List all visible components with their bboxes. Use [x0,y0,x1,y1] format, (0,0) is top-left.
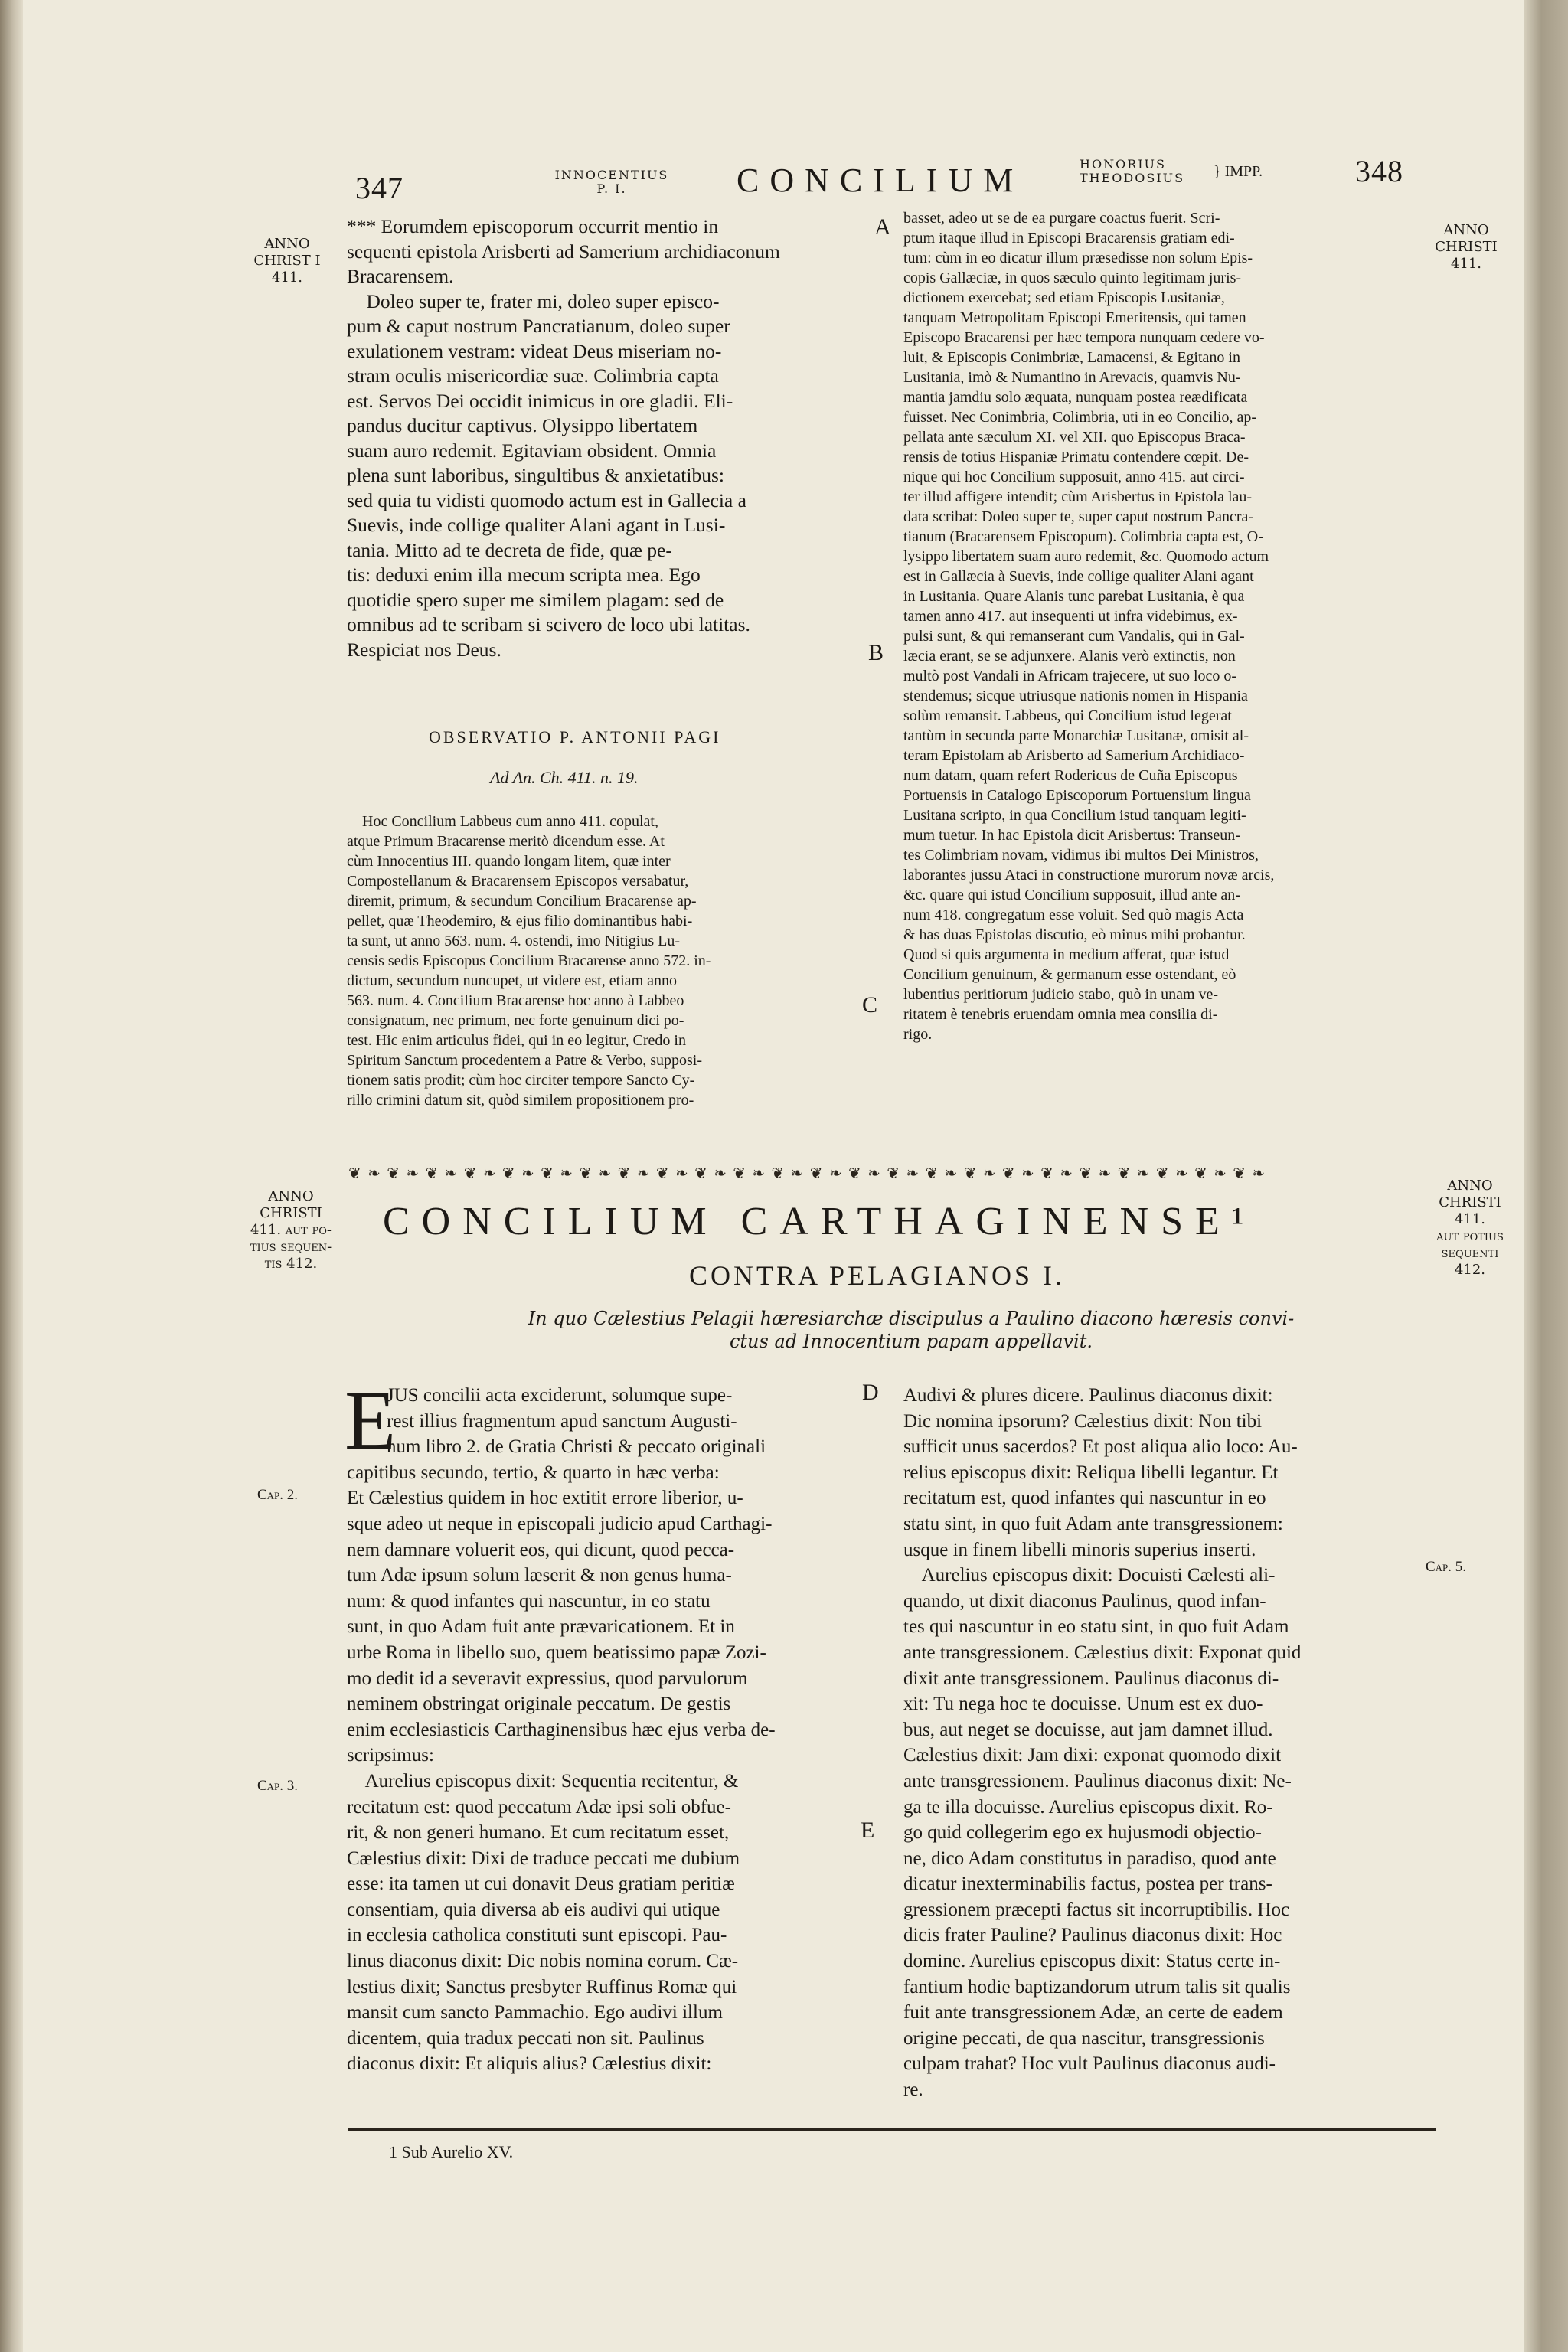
text-line: rit, & non generi humano. Et cum recitatum esset, [347,1822,730,1844]
text-line: dictionem exercebat; sed etiam Episcopis Lusitaniæ, [903,289,1225,306]
text-line: lubentius peritiorum judicio stabo, quò in unam ve- [903,986,1219,1003]
text-line: mum tuetur. In hac Epistola dicit Arisbertus: Transeun- [903,827,1240,844]
text-line: rillo crimini datum sit, quòd similem propositionem pro- [347,1092,694,1109]
text-line: quotidie spero super me similem plagam: sed de [347,588,724,611]
text-line: dictum, secundum nuncupet, ut videre est, etiam anno [347,972,677,989]
text-line: ante transgressionem. Cælestius dixit: Exponat quid [903,1642,1302,1663]
margin-line: ANNO [1447,1178,1493,1194]
text-line: Episcopo Bracarensi per hæc tempora nunquam cedere vo- [903,329,1265,346]
margin-line: sequenti [1441,1245,1499,1261]
margin-line: CHRISTI [1439,1194,1501,1210]
margin-cap-5: Cap. 5. [1426,1559,1467,1575]
margin-line: CHRISTI [260,1205,322,1221]
book-page [23,0,1547,2352]
text-line: basset, adeo ut se de ea purgare coactus fuerit. Scri- [903,210,1220,227]
running-head-line: P. I. [596,181,627,196]
text-line: ta sunt, ut anno 563. num. 4. ostendi, imo Nitigius Lu- [347,933,680,949]
right-page-number: 348 [1355,154,1403,188]
text-line: tamen anno 417. aut insequenti ut infra videbimus, ex- [903,608,1238,625]
text-line: neminem obstringat originale peccatum. De gestis [347,1694,731,1715]
observatio-heading: OBSERVATIO P. ANTONII PAGI [429,727,721,746]
section-letter-e: E [861,1818,875,1843]
section-letter-a: A [874,214,891,240]
running-head-line: THEODOSIUS [1080,171,1185,185]
text-line: læcia erant, se se adjunxere. Alanis verò extinctis, non [903,648,1236,665]
ornamental-band: ❦ ❧ ❦ ❧ ❦ ❧ ❦ ❧ ❦ ❧ ❦ ❧ ❦ ❧ ❦ ❧ ❦ ❧ ❦ ❧ ❦ ❧ ❦ ❧ ❦ ❧ ❦ ❧ ❦ ❧ ❦ ❧ ❦ ❧ ❦ ❧ ❦ ❧ ❦ ❧ ❦ ❧ ❦ ❧ ❦ ❧ ❦ ❧ [348,1165,1266,1181]
margin-line: 412. [1454,1262,1486,1278]
text-line: & has duas Epistolas discutio, eò minus mihi probantur. [903,926,1246,943]
text-line: xit: Tu nega hoc te docuisse. Unum est ex duo- [903,1694,1263,1715]
margin-line: 411. [1454,1211,1486,1227]
text-line: pum & caput nostrum Pancratianum, doleo super [347,315,730,337]
text-line: exulationem vestram: videat Deus miseriam no- [347,339,722,362]
text-line: censis sedis Episcopus Concilium Bracarense anno 572. in- [347,952,711,969]
text-line: 563. num. 4. Concilium Bracarense hoc anno à Labbeo [347,992,684,1009]
text-line: Et Cælestius quidem in hoc extitit errore liberior, u- [347,1488,743,1509]
text-line: Concilium genuinum, & germanum esse ostendant, eò [903,966,1236,983]
text-line: Dic nomina ipsorum? Cælestius dixit: Non tibi [903,1410,1263,1432]
text-line: Quod si quis argumenta in medium afferat, quæ istud [903,946,1230,963]
text-line: ga te illa docuisse. Aurelius episcopus dixit. Ro- [903,1796,1273,1818]
text-line: tianum (Bracarensem Episcopum). Colimbria capta est, O- [903,528,1263,545]
text-line: cùm Innocentius III. quando longam litem, quæ inter [347,853,671,870]
observatio-subheading: Ad An. Ch. 411. n. 19. [490,768,639,787]
text-line: tanquam Metropolitam Episcopi Emeritensis, qui tamen [903,309,1246,326]
text-line: tum Adæ ipsum solum læserit & non genus huma- [347,1565,732,1586]
text-line: *** Eorumdem episcoporum occurrit mentio in [347,215,719,237]
text-line: mantia jamdiu solo æquata, nunquam postea reædificata [903,389,1248,406]
book-page-edge [0,0,23,2352]
text-line: re. [903,2079,923,2101]
text-line: est. Servos Dei occidit inimicus in ore gladii. Eli- [347,389,733,412]
text-line: JUS concilii acta exciderunt, solumque supe- [387,1385,733,1406]
text-line: consentiam, quia diversa ab eis audivi qui utique [347,1899,720,1920]
text-line: ter illud affigere intendit; cùm Arisbertus in Epistola lau- [903,488,1253,505]
text-line: test. Hic enim articulus fidei, qui in eo legitur, Credo in [347,1032,686,1049]
right-column-top [903,208,1424,1044]
text-line: ptum itaque illud in Episcopi Bracarensis gratiam edi- [903,230,1235,247]
footnote-rule [348,2128,1436,2131]
drop-cap: E [345,1374,397,1467]
left-running-head [554,168,669,196]
text-line: quando, ut dixit diaconus Paulinus, quod infan- [903,1590,1266,1612]
inscription-line: In quo Cælestius Pelagii hæresiarchæ discipulus a Paulino diacono hæresis convi- [528,1308,1295,1329]
text-line: Respiciat nos Deus. [347,638,501,661]
text-line: Portuensis in Catalogo Episcoporum Portuensium lingua [903,787,1251,804]
body-left-column [347,1383,883,2077]
text-line: Suevis, inde collige qualiter Alani agant in Lusi- [347,514,726,536]
right-running-head [1080,158,1210,185]
text-line: bus, aut neget se docuisse, aut jam damnet illud. [903,1719,1273,1740]
text-line: multò post Vandali in Africam trajecere, ut suo loco o- [903,668,1237,684]
text-line: lestius dixit; Sanctus presbyter Ruffinus Romæ qui [347,1976,737,1998]
running-head-line: INNOCENTIUS [554,168,669,182]
margin-line: ANNO [264,236,310,252]
section-letter-d: D [862,1380,879,1405]
text-line: teram Epistolam ab Arisberto ad Samerium Archidiaco- [903,747,1245,764]
left-column-top [347,214,883,662]
text-line: Cælestius dixit: Dixi de traduce peccati me dubium [347,1847,740,1869]
margin-year-left-mid [245,1188,337,1272]
text-line: dicentem, quia tradux peccati non sit. Paulinus [347,2027,704,2049]
margin-line: ANNO [268,1188,314,1204]
text-line: pellet, quæ Theodemiro, & ejus filio dominantibus habi- [347,913,693,929]
text-line: culpam trahat? Hoc vult Paulinus diaconus audi- [903,2053,1276,2075]
text-line: diremit, primum, & secundum Concilium Bracarense ap- [347,893,697,910]
text-line: pellata ante sæculum XI. vel XII. quo Episcopus Braca- [903,429,1246,446]
running-head-line: HONORIUS [1080,157,1166,172]
text-line: tes qui nascuntur in eo statu sint, in quo fuit Adam [903,1616,1289,1638]
text-line: num 418. congregatum esse voluit. Sed quò magis Acta [903,906,1244,923]
text-line: suam auro redemit. Egitaviam obsident. Omnia [347,439,717,462]
text-line: sque adeo ut neque in episcopali judicio apud Carthagi- [347,1513,773,1534]
text-line: scripsimus: [347,1745,434,1766]
text-line: recitatum est: quod peccatum Adæ ipsi soli obfue- [347,1796,731,1818]
margin-line: tius sequen- [250,1239,332,1255]
text-line: tionem satis prodit; cùm hoc circiter tempore Sancto Cy- [347,1072,695,1089]
text-line: Aurelius episcopus dixit: Sequentia recitentur, & [347,1770,739,1792]
text-line: Bracarensem. [347,265,454,287]
text-line: data scribat: Doleo super te, super caput nostrum Pancra- [903,508,1254,525]
text-line: usque in finem libelli minoris superius inserti. [903,1539,1256,1560]
text-line: domine. Aurelius episcopus dixit: Status certe in- [903,1951,1281,1972]
text-line: ritatem è tenebris eruendam omnia mea consilia di- [903,1006,1218,1023]
text-line: Hoc Concilium Labbeus cum anno 411. copulat, [347,813,658,830]
text-line: statu sint, in quo fuit Adam ante transgressionem: [903,1513,1283,1534]
text-line: rest illius fragmentum apud sanctum Augusti- [387,1410,737,1432]
text-line: Cælestius dixit: Jam dixi: exponat quomodo dixit [903,1745,1282,1766]
observatio-text [347,812,883,1110]
text-line: Audivi & plures dicere. Paulinus diaconus dixit: [903,1385,1273,1406]
book-gutter [1524,0,1568,2352]
text-line: &c. quare qui istud Concilium supposuit, illud ante an- [903,887,1240,903]
text-line: in Lusitania. Quare Alanis tunc parebat Lusitania, è qua [903,588,1245,605]
text-line: ante transgressionem. Paulinus diaconus dixit: Ne- [903,1770,1292,1792]
text-line: tes Colimbriam novam, vidimus ibi multos Dei Ministros, [903,847,1259,864]
margin-year-right-mid [1424,1178,1516,1279]
text-line: urbe Roma in libello suo, quem beatissimo papæ Zozi- [347,1642,766,1663]
text-line: plena sunt laboribus, singultibus & anxietatibus: [347,464,724,486]
text-line: lysippo libertatem suam auro redemit, &c. Quomodo actum [903,548,1269,565]
text-line: mansit cum sancto Pammachio. Ego audivi illum [347,2002,723,2024]
body-right-column [903,1383,1424,2103]
text-line: fuisset. Nec Conimbria, Colimbria, uti in eo Concilio, ap- [903,409,1257,426]
text-line: Lusitania, imò & Numantino in Arevacis, quamvis Nu- [903,369,1241,386]
margin-year-left-top [245,236,329,286]
text-line: tania. Mitto ad te decreta de fide, quæ pe- [347,538,672,561]
text-line: num libro 2. de Gratia Christi & peccato originali [387,1436,766,1458]
text-line: tum: cùm in eo dicatur illum præsedisse non solum Epis- [903,250,1253,266]
section-subtitle: CONTRA PELAGIANOS I. [689,1260,1066,1291]
margin-line: 411. aut po- [250,1222,332,1238]
text-line: origine peccati, de qua nascitur, transgressionis [903,2027,1265,2049]
text-line: num datam, quam refert Rodericus de Cuña Episcopus [903,767,1238,784]
text-line: capitibus secundo, tertio, & quarto in hæc verba: [347,1462,720,1483]
text-line: luit, & Episcopis Conimbriæ, Lamacensi, & Egitano in [903,349,1240,366]
text-line: mo dedit id a severavit expressius, quod parvulorum [347,1668,748,1689]
footnote: 1 Sub Aurelio XV. [389,2142,514,2161]
text-line: linus diaconus dixit: Dic nobis nomina eorum. Cæ- [347,1951,739,1972]
text-line: consignatum, nec primum, nec forte genuinum dici po- [347,1012,684,1029]
text-line: solùm remansit. Labbeus, qui Concilium istud legerat [903,707,1232,724]
text-line: pandus ducitur captivus. Olysippo libertatem [347,414,698,436]
section-letter-c: C [862,992,878,1018]
text-line: dicis frater Pauline? Paulinus diaconus dixit: Hoc [903,1925,1282,1946]
text-line: go quid collegerim ego ex hujusmodi objectio- [903,1822,1262,1844]
text-line: in ecclesia catholica constituti sunt episcopi. Pau- [347,1925,727,1946]
text-line: omnibus ad te scribam si scivero de loco ubi latitas. [347,613,750,635]
text-line: tantùm in secunda parte Monarchiæ Lusitanæ, omisit al- [903,727,1250,744]
text-line: pulsi sunt, & qui remanserant cum Vandalis, qui in Gal- [903,628,1245,645]
margin-year-right-top [1424,222,1508,273]
text-line: gressionem præcepti factus sit incorruptibilis. Hoc [903,1899,1290,1920]
margin-line: tis 412. [264,1256,318,1272]
margin-line: 411. [1450,256,1482,272]
text-line: sufficit unus sacerdos? Et post aliqua alio loco: Au- [903,1436,1298,1458]
left-page-number: 347 [355,171,403,205]
text-line: diaconus dixit: Et aliquis alius? Cælestius dixit: [347,2053,712,2075]
text-line: nique qui hoc Concilium supposuit, anno 415. aut circi- [903,469,1245,485]
text-line: tis: deduxi enim illa mecum scripta mea. Ego [347,564,701,586]
text-line: rigo. [903,1026,933,1043]
text-line: dixit ante transgressionem. Paulinus diaconus di- [903,1668,1279,1689]
right-running-imp: } IMPP. [1214,163,1263,180]
section-inscription [436,1307,1386,1353]
text-line: est in Gallæcia à Suevis, inde collige qualiter Alani agant [903,568,1254,585]
margin-line: CHRIST I [253,253,321,269]
text-line: dicatur inexterminabilis factus, postea per trans- [903,1873,1272,1895]
inscription-line: ctus ad Innocentium papam appellavit. [729,1331,1093,1352]
text-line: Compostellanum & Bracarensem Episcopos versabatur, [347,873,689,890]
text-line: Aurelius episcopus dixit: Docuisti Cælesti ali- [903,1565,1276,1586]
text-line: enim ecclesiasticis Carthaginensibus hæc ejus verba de- [347,1719,776,1740]
text-line: atque Primum Bracarense meritò dicendum esse. At [347,833,665,850]
text-line: Doleo super te, frater mi, doleo super episco- [347,289,720,312]
margin-line: 411. [271,270,303,286]
text-line: fuit ante transgressionem Adæ, an certe de eadem [903,2002,1283,2024]
text-line: ne, dico Adam constitutus in paradiso, quod ante [903,1847,1276,1869]
text-line: sunt, in quo Adam fuit ante prævaricationem. Et in [347,1616,735,1638]
text-line: laborantes jussu Ataci in constructione murorum novæ arcis, [903,867,1275,884]
text-line: Spiritum Sanctum procedentem a Patre & Verbo, supposi- [347,1052,702,1069]
text-line: num: & quod infantes qui nascuntur, in eo statu [347,1590,710,1612]
margin-line: aut potius [1436,1228,1504,1244]
margin-cap-2: Cap. 2. [257,1487,299,1503]
section-letter-b: B [868,640,884,665]
margin-line: CHRISTI [1435,239,1498,255]
text-line: Lusitana scripto, in qua Concilium istud tanquam legiti- [903,807,1246,824]
text-line: stram oculis misericordiæ suæ. Colimbria capta [347,364,719,387]
text-line: recitatum est, quod infantes qui nascuntur in eo [903,1488,1266,1509]
page-title: CONCILIUM [737,162,1024,199]
text-line: esse: ita tamen ut cui donavit Deus gratiam peritiæ [347,1873,735,1895]
text-line: stendemus; sicque utriusque nationis nomen in Hispania [903,688,1248,704]
section-title: CONCILIUM CARTHAGINENSE¹ [383,1200,1256,1243]
text-line: fantium hodie baptizandorum utrum talis sit qualis [903,1976,1291,1998]
text-line: nem damnare voluerit eos, qui dicunt, quod pecca- [347,1539,735,1560]
text-line: sequenti epistola Arisberti ad Samerium archidiaconum [347,240,780,263]
text-line: relius episcopus dixit: Reliqua libelli legantur. Et [903,1462,1279,1483]
margin-line: ANNO [1443,222,1489,238]
text-line: copis Gallæciæ, in quos sæculo quinto legitimam juris- [903,270,1242,286]
margin-cap-3: Cap. 3. [257,1778,299,1794]
text-line: sed quia tu vidisti quomodo actum est in Gallecia a [347,488,746,511]
text-line: rensis de totius Hispaniæ Primatu contendere cœpit. De- [903,449,1250,466]
